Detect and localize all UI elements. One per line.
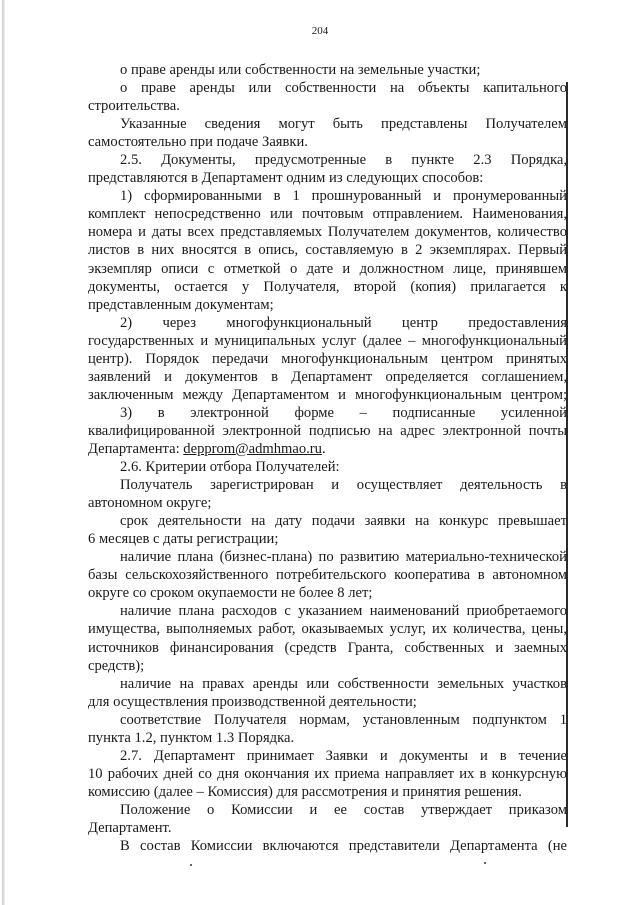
- text-line: [88, 440, 567, 458]
- text-line: [88, 404, 567, 422]
- text-line-content: комплект непосредственно или почтовым отправлением. Наименования,: [88, 206, 567, 223]
- text-line-content: документы, остается у Получателя, второй (копия) прилагается к: [88, 278, 567, 295]
- text-line: [88, 61, 567, 79]
- text-line: [88, 151, 567, 169]
- text-line: [88, 729, 567, 747]
- text-line: [88, 241, 567, 259]
- text-line: [88, 584, 567, 602]
- text-line-content: наличие плана расходов с указанием наименований приобретаемого: [120, 603, 567, 620]
- text-line-content: Положение о Комиссии и ее состав утверждает приказом: [120, 801, 567, 818]
- text-line: [88, 801, 567, 819]
- text-line-content: источников финансирования (средств Гранта, собственных и заемных: [88, 639, 567, 656]
- text-line: [88, 693, 567, 711]
- page-number: 204: [311, 25, 329, 37]
- text-line: [88, 512, 567, 530]
- text-line-content: базы сельскохозяйственного потребительского кооператива в автономном: [88, 567, 567, 584]
- text-line-content: 6 месяцев с даты регистрации;: [88, 531, 279, 548]
- text-line-content: Департамента:: [88, 440, 184, 457]
- text-line: [88, 79, 567, 97]
- text-line: [88, 837, 567, 855]
- text-line: [88, 350, 567, 368]
- text-line-content: представляются в Департамент одним из следующих способов:: [88, 170, 484, 187]
- text-line: [88, 278, 567, 296]
- text-line: [88, 133, 567, 151]
- text-line: [88, 223, 567, 241]
- text-line-content: строительства.: [88, 98, 180, 115]
- text-line: [88, 765, 567, 783]
- text-line-content: заявлений и документов в Департамент определяется соглашением,: [88, 368, 567, 385]
- text-line: [88, 386, 567, 404]
- text-line: [88, 476, 567, 494]
- scan-speck: [190, 864, 192, 866]
- text-line-content: Указанные сведения могут быть представлены Получателем: [120, 116, 567, 133]
- text-line-content: соответствие Получателя нормам, установленным подпунктом 1: [120, 711, 567, 728]
- text-line-content: центр). Порядок передачи многофункциональным центром принятых: [88, 350, 567, 367]
- text-line: [88, 747, 567, 765]
- text-line-content: 2) через многофункциональный центр предоставления: [120, 314, 567, 331]
- text-line: [88, 368, 567, 386]
- text-line: [88, 783, 567, 801]
- text-line: [88, 620, 567, 638]
- text-line-content: о праве аренды или собственности на земельные участки;: [120, 62, 481, 78]
- text-line: [88, 602, 567, 620]
- text-line: [88, 458, 567, 476]
- text-line: [88, 115, 567, 133]
- text-line: [88, 332, 567, 350]
- text-line-content: заключенным между Департаментом и многофункциональным центром;: [88, 386, 567, 403]
- text-line: [88, 97, 567, 115]
- text-line: [88, 639, 567, 657]
- text-line: [88, 422, 567, 440]
- text-line-content: номера и даты всех представляемых Получателем документов, количество: [88, 224, 567, 241]
- text-line: [88, 530, 567, 548]
- text-line-content: 3) в электронной форме – подписанные усиленной: [120, 404, 567, 421]
- text-line: [88, 296, 567, 314]
- text-line-content: 10 рабочих дней со дня окончания их приема направляет их в конкурсную: [88, 765, 567, 782]
- text-line: [88, 169, 567, 187]
- text-line-content: представленным документам;: [88, 296, 274, 313]
- text-line-content: средств);: [88, 657, 145, 674]
- text-line-content: пункта 1.2, пунктом 1.3 Порядка.: [88, 729, 295, 746]
- text-line-content: комиссию (далее – Комиссия) для рассмотрения и принятия решения.: [88, 783, 522, 800]
- text-line: [88, 548, 567, 566]
- text-line: [88, 314, 567, 332]
- text-line-content: о праве аренды или собственности на объекты капитального: [120, 80, 567, 97]
- text-line: [88, 205, 567, 223]
- text-line-suffix: .: [321, 440, 326, 457]
- text-line-content: наличие на правах аренды или собственности земельных участков: [120, 675, 567, 692]
- text-line-content: экземпляр описи с отметкой о дате и должностном лице, принявшем: [88, 260, 567, 277]
- text-line: [88, 494, 567, 512]
- text-line-content: государственных и муниципальных услуг (далее – многофункциональный: [88, 332, 567, 349]
- text-line-content: 1) сформированными в 1 прошнурованный и пронумерованный: [120, 188, 567, 205]
- text-line-content: квалифицированной электронной подписью на адрес электронной почты: [88, 422, 567, 439]
- text-line-content: 2.6. Критерии отбора Получателей:: [120, 459, 340, 476]
- text-line-content: 2.7. Департамент принимает Заявки и документы и в течение: [120, 747, 567, 764]
- text-line-content: срок деятельности на дату подачи заявки на конкурс превышает: [120, 513, 567, 530]
- text-line-content: для осуществления производственной деятельности;: [88, 693, 417, 710]
- email-link[interactable]: depprom@admhmao.ru: [183, 440, 322, 457]
- text-line-content: наличие плана (бизнес-плана) по развитию материально-технической: [120, 549, 567, 566]
- text-line: [88, 657, 567, 675]
- text-line-content: листов в них вносятся в опись, составляемую в 2 экземплярах. Первый: [88, 242, 567, 259]
- text-line-content: Получатель зарегистрирован и осуществляет деятельность в: [120, 477, 567, 494]
- page-scan-edge: [2, 0, 5, 905]
- text-line-content: округе со сроком окупаемости не более 8 лет;: [88, 585, 373, 602]
- scan-speck: [484, 862, 486, 864]
- text-line-content: Департамент.: [88, 819, 172, 836]
- text-line-content: 2.5. Документы, предусмотренные в пункте 2.3 Порядка,: [120, 152, 567, 169]
- text-line: [88, 819, 567, 837]
- text-line: [88, 187, 567, 205]
- text-line-content: самостоятельно при подаче Заявки.: [88, 134, 308, 151]
- text-line-content: В состав Комиссии включаются представители Департамента (не: [120, 838, 567, 855]
- text-line: [88, 711, 567, 729]
- document-body: [88, 61, 567, 855]
- text-line: [88, 566, 567, 584]
- text-line-content: автономном округе;: [88, 495, 212, 512]
- text-line-content: имущества, выполняемых работ, оказываемых услуг, их количества, цены,: [88, 621, 567, 638]
- text-line: [88, 675, 567, 693]
- text-line: [88, 260, 567, 278]
